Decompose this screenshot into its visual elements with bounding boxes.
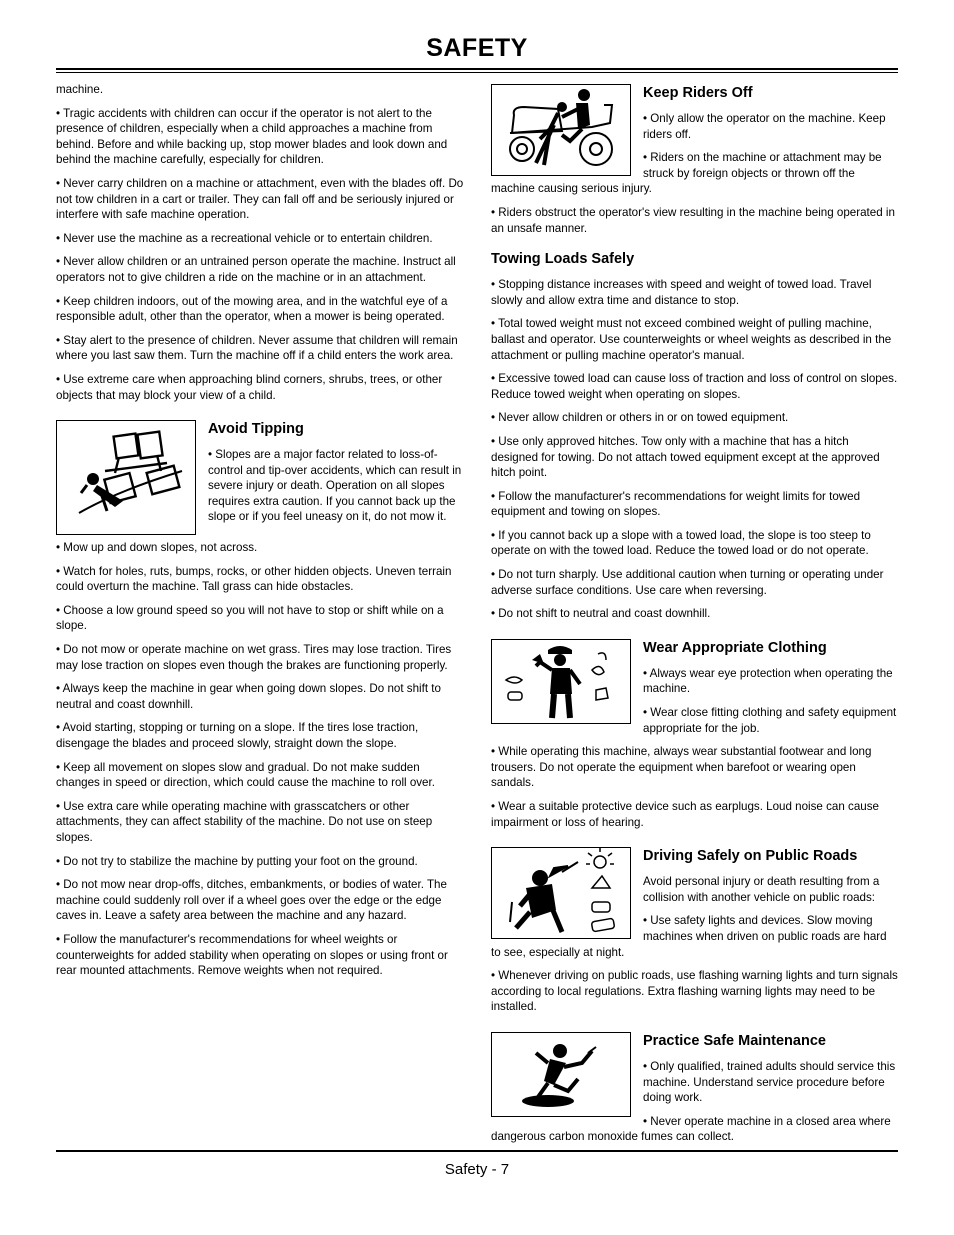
paragraph: • Tragic accidents with children can occur if the operator is not alert to the presence of children, especially when a child approaches a machine from behind. Before and while backing up, stop mower blades and look down and behind the machine carefully, especially for children. [56, 106, 448, 167]
header-rule [56, 68, 898, 70]
tipping-tractor-icon [56, 420, 196, 535]
footer-rule [56, 1150, 898, 1152]
paragraph: • Keep all movement on slopes slow and gradual. Do not make sudden changes in speed or direction, which could cause the machine to roll over. [56, 760, 435, 790]
paragraph: • Always wear eye protection when operating the machine. [643, 666, 893, 696]
towing-loads-section [491, 250, 898, 622]
safe-maintenance-section [491, 1032, 898, 1145]
paragraph: • Avoid starting, stopping or turning on a slope. If the tires lose traction, disengage the blades and proceed slowly, straight down the slope. [56, 721, 419, 750]
slipping-person-icon [491, 1032, 631, 1117]
paragraph: • Only qualified, trained adults should service this machine. Understand service procedure before doing work. [643, 1059, 896, 1105]
section-heading: Towing Loads Safely [491, 251, 635, 268]
paragraph: • Stay alert to the presence of children. Never assume that children will remain where you last saw them. Turn the machine off if a child enters the work area. [56, 333, 458, 363]
section-heading: Wear Appropriate Clothing [643, 639, 827, 656]
paragraph: • While operating this machine, always wear substantial footwear and long trousers. Do not operate the equipment when barefoot or wearing open sandals. [491, 745, 872, 790]
paragraph: • Whenever driving on public roads, use flashing warning lights and turn signals according to local regulations. Extra flashing warning lights may need to be installed. [491, 969, 898, 1014]
paragraph: • Use extreme care when approaching blind corners, shrubs, trees, or other objects that may block your view of a child. [56, 372, 443, 402]
paragraph: • Do not mow or operate machine on wet grass. Tires may lose traction. Tires may lose traction on slopes even though the brakes are functioning properly. [56, 643, 452, 672]
paragraph: • Never operate machine in a closed area where dangerous carbon monoxide fumes can collect. [491, 1114, 891, 1144]
paragraph: • Slopes are a major factor related to loss-of-control and tip-over accidents, which can result in severe injury or death. Operation on all slopes requires extra caution. If you cannot back up the slope or if you feel uneasy on it, do not mow it. [208, 448, 462, 524]
paragraph: • Wear close fitting clothing and safety equipment appropriate for the job. [643, 706, 897, 735]
avoid-tipping-section [56, 420, 464, 979]
header-rule-thin [56, 72, 898, 73]
left-column [56, 82, 464, 989]
paragraph: • Choose a low ground speed so you will not have to stop or shift while on a slope. [56, 603, 444, 633]
section-heading: Keep Riders Off [643, 85, 753, 101]
paragraph: • Never allow children or others in or on towed equipment. [491, 411, 789, 425]
paragraph: • Riders obstruct the operator's view resulting in the machine being operated in an unsafe manner. [491, 205, 895, 235]
paragraph: • Never use the machine as a recreational vehicle or to entertain children. [56, 231, 433, 245]
paragraph: • Stopping distance increases with speed and weight of towed load. Travel slowly and allow extra time and distance to stop. [491, 278, 872, 307]
paragraph: • If you cannot back up a slope with a towed load, the slope is too steep to operate on with the towed load. Reduce the towed load or do not operate. [491, 528, 871, 558]
paragraph: • Mow up and down slopes, not across. [56, 541, 258, 555]
rider-on-tractor-icon [491, 84, 631, 176]
paragraph: • Do not turn sharply. Use additional caution when turning or operating under adverse surface conditions. Use care when reversing. [491, 568, 884, 597]
paragraph: • Follow the manufacturer's recommendations for wheel weights or counterweights for added stability when operating on slopes or using front or rear mounted attachments. Remove weights when not required. [56, 932, 448, 978]
paragraph: Avoid personal injury or death resulting from a collision with another vehicle on public roads: [643, 875, 880, 904]
paragraph: • Use safety lights and devices. Slow moving machines when driven on public roads are hard to see, especially at night. [491, 914, 887, 959]
road-safety-icon [491, 847, 631, 939]
paragraph: • Use extra care while operating machine with grasscatchers or other attachments, they can affect stability of the machine. Do not use on steep slopes. [56, 799, 433, 844]
section-heading: Driving Safely on Public Roads [643, 848, 858, 865]
paragraph: • Wear a suitable protective device such as earplugs. Loud noise can cause impairment or loss of hearing. [491, 800, 879, 829]
keep-riders-off-section [491, 84, 898, 236]
paragraph: • Only allow the operator on the machine. Keep riders off. [643, 112, 886, 141]
paragraph: • Use only approved hitches. Tow only with a machine that has a hitch designed for towing. Do not attach towed equipment except at the approved hitch point. [491, 434, 880, 480]
public-roads-section [491, 847, 898, 1015]
paragraph: machine. [56, 83, 104, 96]
paragraph: • Never carry children on a machine or attachment, even with the blades off. Do not tow children in a cart or trailer. They can fall off and be seriously injured or interfere with safe machine operation. [56, 176, 464, 222]
paragraph: • Watch for holes, ruts, bumps, rocks, or other hidden objects. Uneven terrain could overturn the machine. Tall grass can hide obstacles. [56, 564, 452, 594]
paragraph: • Do not shift to neutral and coast downhill. [491, 607, 711, 621]
paragraph: • Total towed weight must not exceed combined weight of pulling machine, ballast and operator. Use counterweights or wheel weights as described in the attachment or pulling machine operator's manual. [491, 317, 892, 362]
paragraph: • Riders on the machine or attachment may be struck by foreign objects or thrown off the machine causing serious injury. [491, 151, 882, 196]
paragraph: • Do not mow near drop-offs, ditches, embankments, or bodies of water. The machine could suddenly roll over if a wheel goes over the edge or the edge caves in. Leave a safety area between the machine and any hazard. [56, 878, 447, 923]
protective-clothing-icon [491, 639, 631, 724]
page-footer: Safety - 7 [444, 1161, 510, 1178]
section-heading: Avoid Tipping [208, 421, 304, 438]
paragraph: • Follow the manufacturer's recommendations for weight limits for towed equipment and towing on slopes. [491, 489, 861, 519]
paragraph: • Excessive towed load can cause loss of traction and loss of control on slopes. Reduce towed weight when operating on slopes. [491, 372, 898, 401]
paragraph: • Never allow children or an untrained person operate the machine. Instruct all operators not to give children a ride on the machine or in an attachment. [56, 255, 456, 284]
section-heading: Practice Safe Maintenance [643, 1032, 826, 1049]
paragraph: • Do not try to stabilize the machine by putting your foot on the ground. [56, 854, 418, 868]
paragraph: • Keep children indoors, out of the mowing area, and in the watchful eye of a responsible adult, other than the operator, when a mower is being operated. [56, 294, 448, 324]
appropriate-clothing-section [491, 639, 898, 830]
page-title: SAFETY [426, 34, 528, 62]
right-column [491, 82, 898, 1155]
paragraph: • Always keep the machine in gear when going down slopes. Do not shift to neutral and coast downhill. [56, 682, 441, 711]
